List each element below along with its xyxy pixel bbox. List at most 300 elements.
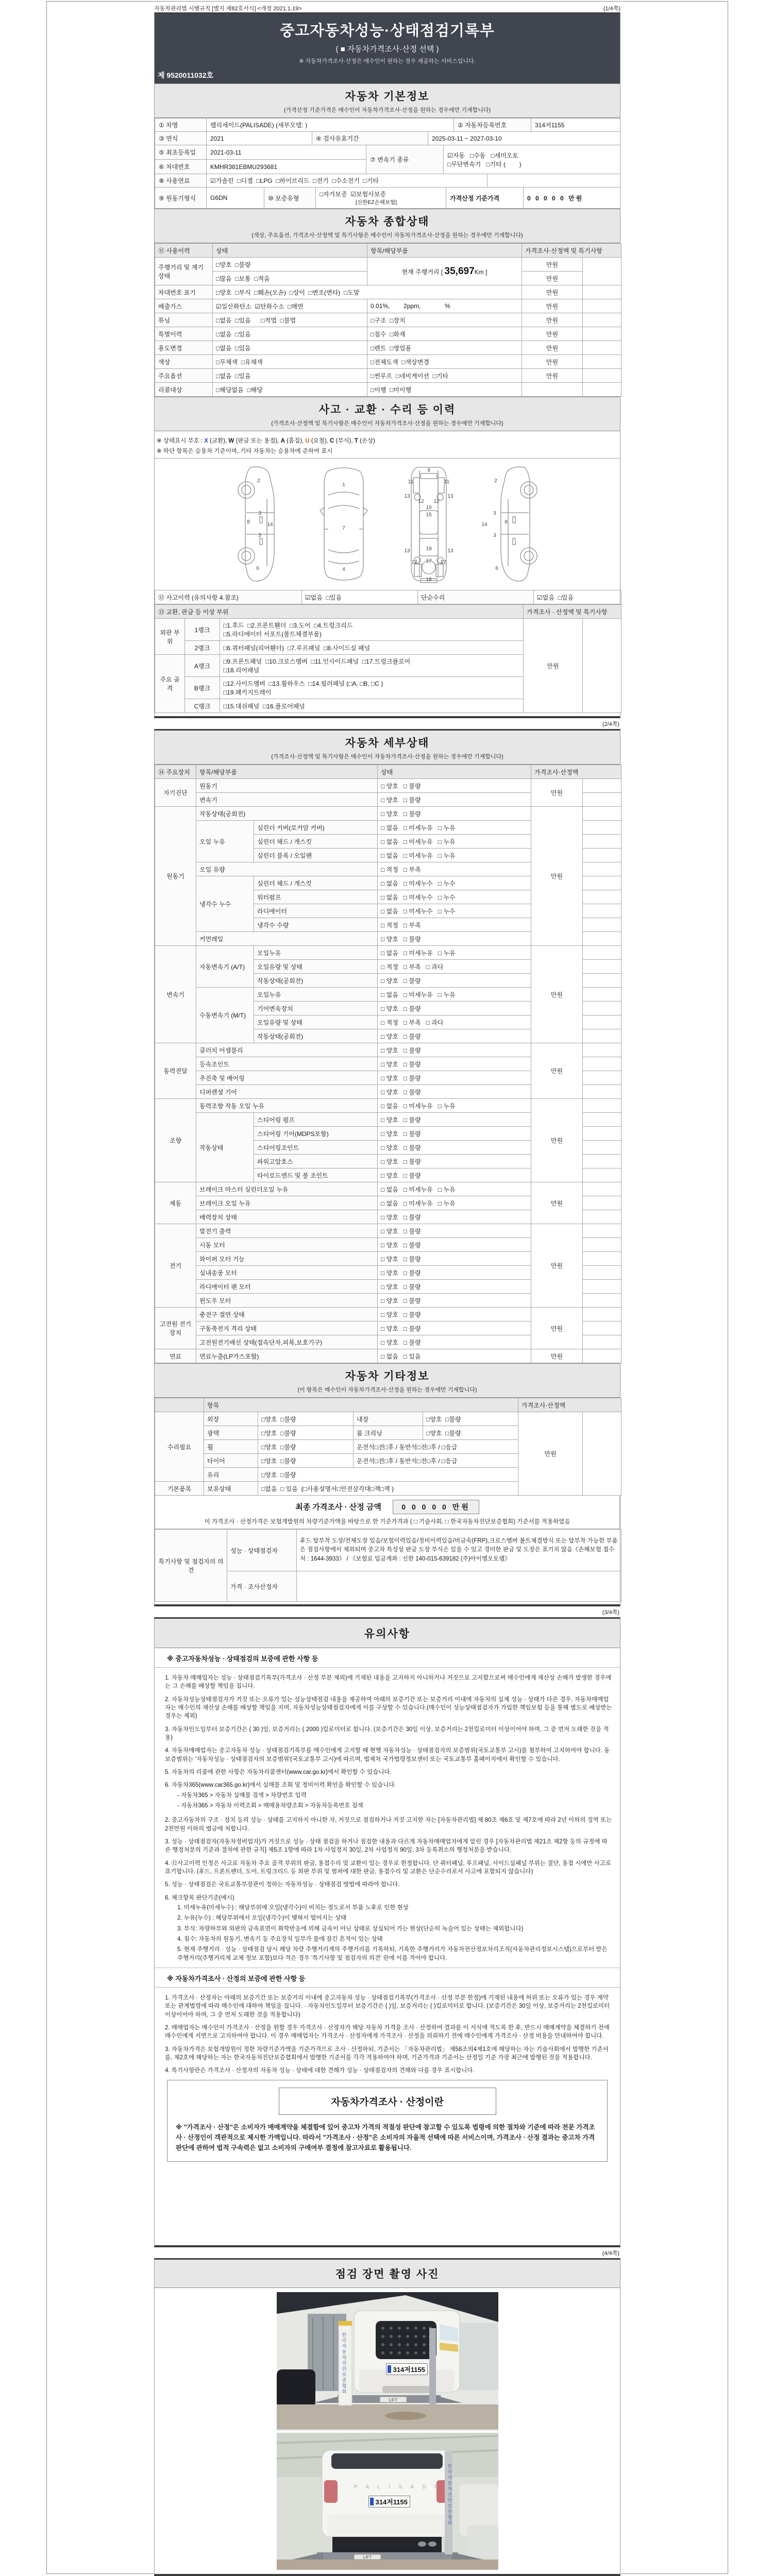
price-cell: 만원 [522, 258, 583, 272]
svg-text:8: 8 [246, 519, 250, 525]
notices-header [155, 1619, 620, 1648]
state-cell: □ 양호 □ 불량 [378, 1127, 531, 1141]
price-cell: 만원 [522, 313, 583, 327]
empty-cell [583, 1294, 621, 1308]
exchange-panel-table [155, 604, 621, 713]
svg-text:12: 12 [440, 560, 446, 565]
first-registration-value: 2021-03-11 [207, 145, 366, 160]
empty-cell [583, 313, 621, 327]
item-cell: 오일유량 및 상태 [254, 960, 378, 974]
state-cell: □양호 □불량 [423, 1426, 518, 1440]
page-marker-3: (3/4쪽) [602, 1609, 619, 1616]
page-marker-1: (1/4쪽) [603, 6, 620, 12]
item-cell: 스티어링 펌프 [254, 1113, 378, 1127]
price-cell: 만원 [522, 355, 583, 369]
state-cell: □ 양호 □ 불량 [378, 1308, 531, 1321]
subgroup-label: 자동변속기 (A/T) [196, 946, 254, 988]
appraiser-opinion [297, 1571, 621, 1602]
other-info-table [155, 1398, 621, 1496]
empty-cell [488, 174, 620, 188]
document-title: 중고자동차성능·상태점검기록부 [280, 23, 495, 39]
item-cell: 추진축 및 베어링 [196, 1071, 378, 1085]
item-cell: 등속조인트 [196, 1057, 378, 1071]
empty-cell [583, 960, 621, 974]
empty-cell [583, 890, 621, 904]
notice-subitem: 2. 누유(누수) : 해당부위에서 오일(냉각수)이 맺혀서 떨어지는 상태 [177, 1915, 347, 1922]
vin-value: KMHR381EBMU293681 [207, 160, 366, 174]
price-cell: 만원 [531, 1349, 583, 1363]
item-label: 광택 [204, 1426, 258, 1440]
row-label: 용도변경 [155, 341, 213, 355]
rankC-items: □15.대쉬패널 □16.플로어패널 [220, 699, 524, 713]
table-header-row [155, 244, 621, 258]
state-cell: □양호 □불량 [258, 1426, 354, 1440]
empty-cell [583, 1085, 621, 1099]
status-legend: ※ 상태표시 부호 : X (교환), W (판금 또는 용접), A (흠집), U (요철), C (부식), T (손상) ※ 하단 항목은 승용차 기준이며, 기타 자동차는 승용차에 준하여 표시 [155, 431, 620, 459]
model-year-value: 2021 [207, 132, 312, 145]
diagnosis-post-text: 한국자동차진단보증협회 [341, 2332, 347, 2395]
svg-text:7: 7 [342, 526, 345, 531]
empty-cell [583, 946, 621, 960]
appraisal-definition-title: 자동차가격조사 · 산정이란 [279, 2088, 496, 2115]
column-header: 항목/해당부품 [196, 765, 378, 779]
banner-note: ※ 자동차가격조사·산정은 매수인이 원하는 경우 제공하는 서비스입니다. [299, 58, 476, 64]
item-cell: 오일누유 [254, 946, 378, 960]
page-marker-4: (4/4쪽) [602, 2250, 619, 2257]
notice-subitem: 1. 미세누유(미세누수) : 해당부위에 오일(냉각수)이 비치는 정도로서 부품 노후로 인한 현상 [177, 1904, 409, 1911]
price-cell: 만원 [522, 299, 583, 313]
state-cell: □ 없음 □ 있음 [378, 1349, 531, 1363]
item-cell: 동력조향 작동 오일 누유 [196, 1099, 378, 1113]
empty-cell [583, 793, 621, 807]
section-title: 자동차 기본정보 [345, 91, 430, 103]
state-cell: □ 적정 □ 부족 [378, 918, 531, 932]
state-cell: □ 없음 □ 미세누수 □ 누수 [378, 904, 531, 918]
empty-cell [583, 1238, 621, 1252]
special-history-row [155, 327, 621, 341]
item-cell: 실린더 블록 / 오일팬 [254, 849, 378, 862]
state-cell: □ 양호 □ 불량 [378, 974, 531, 988]
item-cell: 작동상태(공회전) [254, 974, 378, 988]
empty-cell [583, 807, 621, 821]
price-cell: 만원 [531, 807, 583, 946]
notice-subitem: - 자동차365 > 자동차 실매물 검색 > 차량번호 입력 [177, 1792, 307, 1799]
state-cell: □ 양호 □ 불량 [378, 1141, 531, 1155]
fuel-value: ☑가솔린 □디젤 □LPG □하이브리드 □전기 □수소전기 □기타 [207, 174, 488, 188]
rank-label: 1랭크 [185, 619, 220, 641]
empty-cell [583, 862, 621, 876]
item-cell: 오일 유량 [196, 862, 378, 876]
state-cell: □ 양호 □ 불량 [378, 1294, 531, 1308]
rank1-row [155, 619, 621, 641]
page-block-4 [154, 2258, 620, 2576]
empty-cell [583, 1127, 621, 1141]
empty-cell [583, 1043, 621, 1057]
section-detail-status-header [155, 731, 620, 765]
regulation-reference: 자동차관리법 시행규칙 [별지 제82호서식] <개정 2021.1.19> [154, 6, 302, 12]
notice-subitem: 3. 부식: 차량하부와 외판의 금속표면이 화학반응에 의해 금속이 아닌 상태로 상실되어 가는 현상(단순히 녹슬어 있는 상태는 제외합니다) [177, 1925, 524, 1932]
svg-text:13: 13 [447, 548, 453, 554]
state-cell: □ 양호 □ 불량 [378, 1043, 531, 1057]
empty-cell [583, 1182, 621, 1196]
rank-label: 2랭크 [185, 641, 220, 655]
empty-cell [583, 1196, 621, 1210]
field-label: ⑦ 변속기 종류 [366, 145, 444, 174]
notice-item: 4. 자동차매매업자는 중고자동차 성능 · 상태점검기록부를 매수인에게 고지할 때 현행 자동차성능 · 상태점검자의 보증범위(국토교통부 고시)를 첨부하여 고지하여야 합니다. 동 보증범위는 '자동차성능 · 상태점검자의 보증범위'(국토교통부 고시)에 따르며, 법제처 국가법령정보센터 또는 국토교통부 홈페이지에서 확인할 수 있습니다. [165, 1748, 610, 1762]
svg-text:17: 17 [425, 558, 432, 564]
base-price-label: 가격산정 기준가격 [446, 188, 524, 209]
basic-items-state: □없음 □ 있음 (□사용설명서□안전삼각대□잭□잭 ) [258, 1482, 518, 1496]
state-cell: □ 없음 □ 미세누수 □ 누수 [378, 876, 531, 890]
empty-cell [583, 779, 621, 793]
usage-change-row [155, 341, 621, 355]
state-cell: □양호 □불량 [258, 1440, 354, 1454]
price-cell: 만원 [522, 272, 583, 285]
section-note: (가격조사·산정액 및 특기사항은 매수인이 자동차가격조사·산정을 원하는 경우에만 기재합니다) [271, 754, 503, 760]
item-cell: 타이로드엔드 및 볼 조인트 [254, 1168, 378, 1182]
photos-title: 점검 장면 촬영 사진 [335, 2268, 440, 2280]
row-label: 주요옵션 [155, 369, 213, 383]
svg-text:6: 6 [495, 566, 498, 571]
svg-text:3: 3 [493, 511, 496, 516]
section-title: 자동차 세부상태 [345, 737, 430, 749]
svg-text:19: 19 [425, 546, 432, 552]
inspector-opinion: 후드 탈부착 도장/전체도장 있음/보험이력있음/정비이력있음/비금속(FRP),크로스멤버 볼트체결방식 또는 탈부착 가능한 부품은 점검사항에서 제외되며 중고차 특성상 판금 도장 부식은 있을 수 있고 경미한 판금 및 도장은 표기치 않음《손해보험 접수처 : 1644-3933》 / 《보험료 입금계좌 : 신한 140-015-639182 (주)아이엠오토랩》 [297, 1530, 621, 1571]
row-label: 리콜대상 [155, 383, 213, 397]
item-cell: 작동상태(공회전) [254, 1029, 378, 1043]
section-overall-status-header [155, 209, 620, 243]
item-cell: 연료누출(LP가스포함) [196, 1349, 378, 1363]
empty-cell [583, 1252, 621, 1266]
item-cell: 실린더 헤드 / 개스킷 [254, 835, 378, 849]
field-label: ⑤ 최초등록일 [155, 145, 207, 160]
item-cell: 오일유량 및 상태 [254, 1015, 378, 1029]
final-price-block [155, 1496, 620, 1529]
state-cell: □양호 □불량 [423, 1412, 518, 1426]
special-history-state: □없음 □있음 [213, 327, 367, 341]
subgroup-label: 수동변속기 (M/T) [196, 988, 254, 1043]
state-cell: □ 양호 □ 불량 [378, 1335, 531, 1349]
state-cell: □ 양호 □ 불량 [378, 1224, 531, 1238]
state-cell: □ 양호 □ 불량 [378, 1238, 531, 1252]
empty-cell [583, 1168, 621, 1182]
empty-cell [583, 299, 621, 313]
empty-cell [583, 988, 621, 1002]
item-cell: 배력장치 상태 [196, 1210, 378, 1224]
rankA-items: □9.프론트패널 □10.크로스멤버 □11.인사이드패널 □17.트렁크플로어 □18.리어패널 [220, 655, 524, 677]
empty-cell [583, 369, 621, 383]
item-cell: 브레이크 오일 누유 [196, 1196, 378, 1210]
state-cell: □ 없음 □ 미세누유 □ 누유 [378, 988, 531, 1002]
empty-cell [583, 932, 621, 946]
document-subtitle: ( ■ 자동차가격조사·산정 선택 ) [335, 45, 439, 54]
empty-cell [583, 1280, 621, 1294]
state-cell: □ 적정 □ 부족 □ 과다 [378, 960, 531, 974]
svg-text:2: 2 [257, 478, 260, 484]
state-cell: □ 없음 □ 미세누유 □ 누유 [378, 835, 531, 849]
rank1-items: □1.후드 □2.프론트휀더 □3.도어 □4.트렁크리드 □5.라디에이터 서포트(볼트체결부품) [220, 619, 524, 641]
svg-text:4: 4 [342, 567, 345, 572]
vin-mark-row [155, 285, 621, 299]
field-label: ② 자동차등록번호 [454, 118, 531, 132]
state-cell: □ 없음 □ 미세누유 □ 누유 [378, 946, 531, 960]
state-cell: □ 양호 □ 불량 [378, 1085, 531, 1099]
svg-text:3: 3 [258, 533, 261, 538]
item-cell: 작동상태(공회전) [196, 807, 378, 821]
section-note: (가격산정 기준가격은 매수인이 자동차가격조사·산정을 원하는 경우에만 기재합니다) [283, 107, 491, 113]
special-notes-label: 특기사항 및 점검자의 의견 [155, 1530, 227, 1602]
color-row [155, 355, 621, 369]
subgroup-label: 작동상태 [196, 1113, 254, 1182]
empty-cell [583, 619, 621, 713]
state-cell: □ 양호 □ 불량 [378, 1321, 531, 1335]
empty-cell [583, 1321, 621, 1335]
svg-text:11: 11 [408, 479, 413, 485]
svg-text:3: 3 [258, 511, 261, 516]
state-cell: □ 양호 □ 불량 [378, 1155, 531, 1168]
state-cell: □ 양호 □ 불량 [378, 807, 531, 821]
state-cell: □ 없음 □ 미세누유 □ 누유 [378, 1196, 531, 1210]
simple-repair-value: ☑없음 □있음 [534, 590, 621, 604]
section-basic-info-header [155, 83, 620, 118]
subgroup-label: 오일 누유 [196, 821, 254, 862]
item-cell: 오일누유 [254, 988, 378, 1002]
license-plate-front: 314저1155 [386, 2363, 428, 2375]
inspector-label: 성능 · 상태점검자 [227, 1530, 297, 1571]
notice-item: 5. 자동차의 리콜에 관한 사항은 자동차리콜센터(www.car.go.kr)에서 확인할 수 있습니다. [165, 1769, 392, 1775]
column-header: 상태 [213, 244, 367, 258]
empty-cell [583, 974, 621, 988]
notice-item: 4. ⑫사고이력 인정은 사고로 자동차 주요 골격 부위의 판금, 용접수리 및 교환이 있는 경우로 한정합니다. 단 쿼터패널, 루프패널, 사이드실패널 부위는 절단, 용접 시에만 사고로 표기합니다. (후드, 프론트펜더, 도어, 트렁크리드 등 외판 부위 및 범퍼에 대한 판금, 용접수리 및 교환은 단순수리로서 사고에 포함되지 않습니다) [165, 1860, 611, 1875]
special-history-item: □침수 □화재 [367, 327, 522, 341]
field-label: ⑩ 보증유형 [264, 188, 316, 209]
state-cell: □ 양호 □ 불량 [378, 1057, 531, 1071]
item-cell: 실린더 헤드 / 개스킷 [254, 876, 378, 890]
item-cell: 구동축전지 격리 상태 [196, 1321, 378, 1335]
item-cell: 브레이크 마스터 실린더오일 누유 [196, 1182, 378, 1196]
empty-cell [583, 1113, 621, 1127]
notice-item: 4. 특기사항란은 가격조사 · 산정자의 자동차 성능 · 상태에 대한 견해가 성능 · 상태점검자의 견해와 다를 경우 표시합니다. [165, 2067, 475, 2074]
price-cell: 만원 [531, 1224, 583, 1308]
state-cell: □ 양호 □ 불량 [378, 1266, 531, 1280]
tuning-state: □없음 □있음 □적법 □불법 [213, 313, 367, 327]
wheel-positions: 운전석□전□후 / 동반석□전□후 / □응급 [354, 1440, 518, 1454]
notice-item: 5. 성능 · 상태점검은 국토교통부장관이 정하는 자동차성능 · 상태점검 방법에 따라야 합니다. [165, 1882, 400, 1888]
page-block-2 [154, 729, 620, 1606]
section-note: (가격조사·산정액 및 특기사항은 매수인이 자동차가격조사·산정을 원하는 경우에만 기재합니다) [271, 420, 503, 427]
registration-number-value: 314저1155 [531, 118, 620, 132]
state-cell: □ 양호 □ 불량 [378, 1113, 531, 1127]
transmission-value: ☑자동 □수동 □세미오토 □무단변속기 □기타 ( ) [444, 145, 620, 174]
notice-item: 6. 체크항목 판단기준(예시) [165, 1894, 234, 1901]
svg-text:1: 1 [342, 482, 345, 488]
mileage-state-2: □많음 □보통 □적음 [213, 272, 367, 285]
svg-text:8: 8 [504, 519, 508, 525]
empty-cell [583, 355, 621, 369]
color-state: □무채색 □유채색 [213, 355, 367, 369]
item-cell: 와이퍼 모터 기능 [196, 1252, 378, 1266]
item-cell: 변속기 [196, 793, 378, 807]
plate-blue-strip [388, 2365, 391, 2373]
empty-cell [583, 1071, 621, 1085]
item-label: 내장 [354, 1412, 423, 1426]
option-state: □없음 □있음 [213, 369, 367, 383]
svg-text:13: 13 [404, 494, 410, 499]
car-outline-diagram [207, 462, 568, 584]
inspection-period-value: 2025-03-11 ~ 2027-03-10 [428, 132, 620, 145]
svg-text:14: 14 [481, 522, 488, 528]
state-cell: □ 적정 □ 부족 □ 과다 [378, 1015, 531, 1029]
warranty-type-value: □자가보증 ☑보험사보증 [신한EZ손해보험] [316, 188, 446, 209]
item-label: 보유상태 [204, 1482, 258, 1496]
svg-text:15: 15 [425, 512, 432, 518]
column-header: ⑪ 사용이력 [155, 244, 213, 258]
tire-positions: 운전석□전□후 / 동반석□전□후 / □응급 [354, 1454, 518, 1468]
column-header [155, 1398, 204, 1412]
item-cell: 파워고압호스 [254, 1155, 378, 1168]
section-note: (이 항목은 매수인이 자동차가격조사·산정을 원하는 경우에만 기재합니다) [297, 1387, 477, 1393]
rankB-items: □12.사이드멤버 □13.휠하우스 □14.필러패널 (□A, □B, □C ) □19.패키지트레이 [220, 677, 524, 699]
tuning-row [155, 313, 621, 327]
table-header-row [155, 765, 621, 779]
document-header-line [154, 2, 620, 12]
item-cell: 디퍼렌셜 기어 [196, 1085, 378, 1099]
usage-change-state: □없음 □있음 [213, 341, 367, 355]
group-label: 변속기 [155, 946, 196, 1043]
state-cell: □ 양호 □ 불량 [378, 1168, 531, 1182]
notice-subitem: 5. 현재 주행거리 · 성능 · 상태점검 당시 해당 차량 주행거리계의 주행거리를 기록하되, 기록한 주행거리가 자동차전산정보처리조직(자동차관리정보시스템)으로부터 받은 주행거리(주행거리계 교체 정보 포함)보다 적은 경우 '특기사항 및 점검자의 의견' 란에 이를 적어야 합니다. [177, 1946, 608, 1961]
photo-front-illustration [277, 2292, 498, 2429]
group-label: 외판 부위 [155, 619, 185, 655]
svg-text:10: 10 [425, 505, 432, 511]
rank-label: C랭크 [185, 699, 220, 713]
plate-blue-strip [370, 2498, 374, 2505]
svg-text:14: 14 [266, 522, 273, 528]
notice-item: 3. 성능 · 상태점검자(자동차정비업자)가 거짓으로 성능 · 상태 점검을 하거나 점검한 내용과 다르게 자동차매매업자에게 알린 경우 [자동차관리법 제21조 제2항 등의 규정에 따른 행정처분의 기준과 절차에 관한 규칙] 제5조 1항에 따라 1차 사업정지 30일, 2차 사업정지 90일, 3차 등록취소의 행정처분을 받습니다. [165, 1838, 608, 1854]
row-label: 튜닝 [155, 313, 213, 327]
price-cell: 만원 [531, 1099, 583, 1182]
item-cell: 윈도우 모터 [196, 1294, 378, 1308]
svg-text:18: 18 [425, 577, 432, 583]
state-cell: □ 없음 □ 미세누유 □ 누유 [378, 1099, 531, 1113]
state-cell: □ 적정 □ 부족 [378, 862, 531, 876]
empty-cell [583, 835, 621, 849]
emission-row [155, 299, 621, 313]
empty-cell [583, 1155, 621, 1168]
empty-cell [583, 1029, 621, 1043]
price-cell [522, 383, 583, 397]
notices-s3-title: ※ 자동차가격조사 · 산정의 보증에 관한 사항 등 [155, 1968, 620, 1988]
group-label: 연료 [155, 1349, 196, 1363]
state-cell: □ 양호 □ 불량 [378, 779, 531, 793]
tuning-item: □구조 □장치 [367, 313, 522, 327]
group-label: 조향 [155, 1099, 196, 1182]
usage-change-item: □렌트 □영업용 [367, 341, 522, 355]
row-label: 주행거리 및 계기상태 [155, 258, 213, 285]
emission-values: 0.01%, 2ppm, % [367, 299, 522, 313]
exchange-header: ⑬ 교환, 판금 등 이상 부위 [155, 605, 524, 619]
section-note: (색상, 주요옵션, 가격조사·산정액 및 특기사항은 매수인이 자동차가격조사·산정을 원하는 경우에만 기재합니다) [251, 232, 523, 239]
item-cell: 기어변속장치 [254, 1002, 378, 1015]
inspection-photo-front [277, 2292, 498, 2430]
group-label: 전기 [155, 1224, 196, 1308]
vehicle-damage-diagram [155, 459, 620, 590]
price-cell: 만원 [518, 1412, 583, 1496]
empty-cell [583, 1099, 621, 1113]
svg-text:9: 9 [427, 468, 430, 473]
svg-text:13: 13 [447, 494, 453, 499]
row-label: 차대번호 표기 [155, 285, 213, 299]
state-cell: □ 양호 □ 불량 [378, 1029, 531, 1043]
price-cell: 만원 [531, 1182, 583, 1224]
base-price-value: 0 0 0 0 0 만원 [524, 188, 620, 209]
section-other-info-header [155, 1363, 620, 1398]
section-title: 사고 · 교환 · 수리 등 이력 [318, 404, 456, 416]
empty-cell [583, 1224, 621, 1238]
document-page [46, 1, 728, 2574]
detail-status-table [155, 765, 621, 1363]
final-price-note: 이 가격조사 · 산정가격은 보험개발원의 차량기준가액을 바탕으로 한 기준가격과 ( □ 기술사회, □ 한국자동차진단보증협회) 기준서를 적용하였음 [204, 1519, 570, 1525]
empty-cell [583, 383, 621, 397]
notice-item: 2. 자동차성능상태점검자가 거짓 또는 오류가 있는 성능상태점검 내용을 제공하여 아래의 보증기간 또는 보증거리 이내에 자동차의 실제 성능 · 상태가 다른 경우, 자동차매매업자는 매수인의 재산상 손해를 배상할 책임을 지며, 자동차성능상태점검자에게 이를 구상할 수 있습니다.(매수인이 성능상태점검자가 가입한 책임보험 등을 통해 별도로 배상받는 경우는 제외) [165, 1696, 612, 1720]
recall-state: □해당없음 □해당 [213, 383, 367, 397]
group-label: 자기진단 [155, 779, 196, 807]
empty-cell [583, 876, 621, 890]
mileage-row [155, 258, 621, 272]
item-cell: 스티어링 기어(MDPS포함) [254, 1127, 378, 1141]
rank-label: B랭크 [185, 677, 220, 699]
svg-text:12: 12 [411, 560, 417, 565]
column-header: ⑭ 주요장치 [155, 765, 196, 779]
item-cell: 충전구 절연 상태 [196, 1308, 378, 1321]
section-accident-history-header [155, 397, 620, 431]
notice-item: 2. 중고자동차의 구조 · 장치 등의 성능 · 상태를 고지하지 아니한 자, 거짓으로 점검하거나 거짓 고지한 자는 [자동차관리법] 제 80조 제6호 및 제7호에 따라 2년 이하의 징역 또는 2천만원 이하의 벌금에 처합니다. [165, 1817, 612, 1832]
group-label: 수리필요 [155, 1412, 204, 1482]
item-cell: 고전원전기배선 상태(접속단자,피복,보호기구) [196, 1335, 378, 1349]
empty-cell [583, 1141, 621, 1155]
field-label: ④ 검사유효기간 [312, 132, 428, 145]
state-cell: □ 양호 □ 불량 [378, 1280, 531, 1294]
title-banner [155, 14, 620, 83]
item-cell: 실린더 커버(로커암 커버) [254, 821, 378, 835]
appraisal-definition-box [167, 2080, 608, 2162]
field-label: ① 차명 [155, 118, 207, 132]
empty-cell [583, 1015, 621, 1029]
photos-header [155, 2260, 620, 2288]
item-label: 타이어 [204, 1454, 258, 1468]
svg-text:2: 2 [494, 478, 497, 484]
accident-history-row [155, 590, 621, 604]
price-cell: 만원 [531, 1308, 583, 1349]
row-label: 배출가스 [155, 299, 213, 313]
simple-repair-label: 단순수리 [418, 590, 534, 604]
state-cell: □ 없음 □ 미세누수 □ 누수 [378, 890, 531, 904]
column-header: 가격조사·산정액 [531, 765, 621, 779]
group-label: 동력전달 [155, 1043, 196, 1099]
color-item: □전체도색 □색상변경 [367, 355, 522, 369]
price-cell: 만원 [522, 341, 583, 355]
exchange-price-header: 가격조사 · 산정액 및 특기사항 [524, 605, 621, 619]
group-label: 주요 골격 [155, 655, 185, 713]
item-cell: 발전기 출력 [196, 1224, 378, 1238]
row-label: 특별이력 [155, 327, 213, 341]
state-cell: □ 없음 □ 미세누유 □ 누유 [378, 1182, 531, 1196]
state-cell: □ 없음 □ 미세누유 □ 누유 [378, 849, 531, 862]
price-cell: 만원 [531, 946, 583, 1043]
column-header: 가격조사·산정액 [518, 1398, 621, 1412]
empty-cell [583, 341, 621, 355]
state-cell: □양호 □불량 [258, 1412, 354, 1426]
